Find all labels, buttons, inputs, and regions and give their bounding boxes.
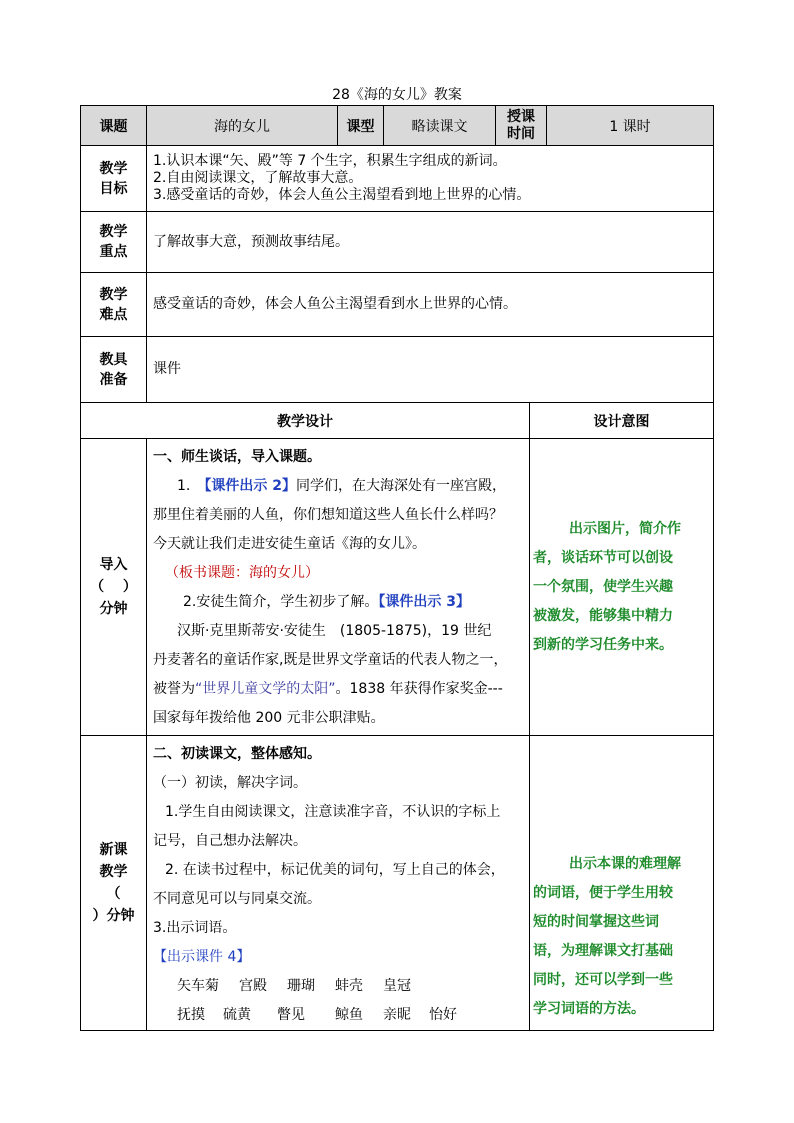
- vocab-word: 蚌壳: [335, 978, 363, 994]
- design-header-row: [81, 403, 714, 439]
- section2-label-line3: （: [106, 886, 121, 902]
- difficulties-label-line2: 难点: [99, 306, 128, 323]
- difficulties-label-line1: 教学: [99, 286, 128, 303]
- bio-text: 。1838 年获得作家奖金---: [335, 681, 503, 697]
- difficulties-row: [81, 273, 714, 337]
- courseware-tag: 【课件出示 2】: [204, 478, 296, 494]
- intent-line: 者，谈话环节可以创设: [533, 549, 673, 566]
- intent-line: 出示图片，简介作: [569, 520, 681, 537]
- lesson-label: 课题: [81, 106, 147, 146]
- word-row-1: [153, 972, 526, 1001]
- goals-content: [147, 146, 714, 212]
- document-title: 28《海的女儿》教案: [332, 87, 462, 103]
- goals-label-line1: 教学: [99, 160, 128, 177]
- para-text: 2.安徒生简介，学生初步了解。: [183, 594, 379, 610]
- section1-para1-line3: 今天就让我们走进安徒生童话《海的女儿》。: [153, 536, 426, 552]
- section1-label-line2: （ ）: [90, 579, 137, 595]
- section1-label-line1: 导入: [99, 557, 128, 573]
- bio-line4: 国家每年拨给他 200 元非公职津贴。: [153, 710, 385, 726]
- bio-quote: “世界儿童文学的太阳”: [195, 681, 336, 697]
- section1-para2: [153, 588, 526, 617]
- difficulties-text: 感受童话的奇妙，体会人鱼公主渴望看到水上世界的心情。: [147, 273, 714, 337]
- intent-line: 一个氛围，使学生兴趣: [533, 578, 673, 595]
- bio-line2: 丹麦著名的童话作家,既是世界文学童话的代表人物之一，: [153, 652, 508, 668]
- intent-line: 的词语，便于学生用较: [533, 885, 673, 901]
- time-label-line2: 时间: [507, 125, 535, 142]
- board-note: （板书课题：海的女儿）: [165, 565, 319, 581]
- step1-line2: 记号，自己想办法解决。: [153, 833, 307, 849]
- difficulties-label: [81, 273, 147, 337]
- key-points-row: [81, 212, 714, 273]
- section1-para1: [153, 472, 526, 501]
- design-header: 教学设计: [81, 403, 530, 439]
- tools-label-line1: 教具: [99, 351, 128, 368]
- lesson-plan-table: [80, 105, 714, 1031]
- section2-label-line1: 新课: [99, 842, 128, 858]
- intent-line: 同时，还可以学到一些: [533, 972, 673, 988]
- lesson-title: 海的女儿: [147, 106, 338, 146]
- vocab-word: 矢车菊: [177, 978, 219, 994]
- goal-item: 2.自由阅读课文，了解故事大意。: [153, 170, 363, 186]
- bio-text: 被誉为: [153, 681, 195, 697]
- vocab-word: 宫殿: [239, 978, 267, 994]
- step2-line2: 不同意见可以与同桌交流。: [153, 891, 321, 907]
- tools-label: [81, 337, 147, 403]
- section1-label: [81, 439, 147, 736]
- vocab-word: 抚摸: [177, 1007, 205, 1023]
- vocab-word: 珊瑚: [287, 978, 315, 994]
- goal-item: 3.感受童话的奇妙，体会人鱼公主渴望看到地上世界的心情。: [153, 187, 531, 203]
- step1-line1: 1.学生自由阅读课文，注意读准字音，不认识的字标上: [165, 804, 501, 820]
- goals-row: [81, 146, 714, 212]
- bio-line3: [153, 675, 526, 704]
- section2-intent: [530, 736, 714, 1031]
- vocab-word: 怡好: [429, 1007, 457, 1023]
- section1-heading: 一、师生谈话，导入课题。: [153, 449, 321, 465]
- courseware-tag: 【课件出示 3】: [378, 594, 470, 610]
- intent-line: 学习词语的方法。: [533, 1001, 645, 1017]
- section1-intent: [530, 439, 714, 736]
- type-label: 课型: [338, 106, 384, 146]
- para-text: 同学们，在大海深处有一座宫殿，: [295, 478, 506, 494]
- section2-subheading: （一）初读，解决字词。: [153, 775, 307, 791]
- section2-heading: 二、初读课文，整体感知。: [153, 746, 321, 762]
- goals-label-line2: 目标: [99, 180, 128, 197]
- section2-content: [147, 736, 530, 1031]
- vocab-word: 皇冠: [383, 978, 411, 994]
- vocab-word: 瞥见: [277, 1007, 305, 1023]
- para-number: 1.: [177, 478, 205, 494]
- type-value: 略读课文: [384, 106, 496, 146]
- intent-line: 短的时间掌握这些词: [533, 914, 659, 930]
- tools-row: [81, 337, 714, 403]
- header-row: [81, 106, 714, 146]
- step3: 3.出示词语。: [153, 920, 237, 936]
- key-points-label: [81, 212, 147, 273]
- courseware-tag: 【出示课件 4】: [153, 949, 251, 965]
- intent-line: 出示本课的难理解: [569, 856, 681, 872]
- section2-row: [81, 736, 714, 1031]
- time-value: 1 课时: [547, 106, 714, 146]
- tools-label-line2: 准备: [99, 371, 128, 388]
- key-points-text: 了解故事大意，预测故事结尾。: [147, 212, 714, 273]
- section2-label: [81, 736, 147, 1031]
- step2-line1: 2. 在读书过程中，标记优美的词句，写上自己的体会，: [165, 862, 505, 878]
- word-row-2: [153, 1001, 526, 1030]
- bio-line1: 汉斯·克里斯蒂安·安徒生 (1805-1875)，19 世纪: [177, 623, 492, 639]
- intent-line: 被激发，能够集中精力: [533, 607, 673, 624]
- time-label-line1: 授课: [507, 108, 535, 125]
- section1-content: [147, 439, 530, 736]
- vocab-word: 鲸鱼: [335, 1007, 363, 1023]
- vocab-word: 硫黄: [223, 1007, 251, 1023]
- key-points-label-line2: 重点: [99, 244, 128, 260]
- intent-line: 语，为理解课文打基础: [533, 943, 673, 959]
- section2-label-line4: ）分钟: [92, 908, 135, 924]
- section2-label-line2: 教学: [99, 864, 128, 880]
- vocab-word: 亲昵: [383, 1007, 411, 1023]
- time-label: [496, 106, 547, 146]
- intent-header: 设计意图: [530, 403, 714, 439]
- key-points-label-line1: 教学: [99, 224, 128, 240]
- intent-line: 到新的学习任务中来。: [533, 636, 673, 653]
- goal-item: 1.认识本课“矢、殿”等 7 个生字，积累生字组成的新词。: [153, 153, 507, 169]
- section1-row: [81, 439, 714, 736]
- goals-label: [81, 146, 147, 212]
- tools-text: 课件: [147, 337, 714, 403]
- section1-label-line3: 分钟: [99, 601, 128, 617]
- section1-para1-line2: 那里住着美丽的人鱼，你们想知道这些人鱼长什么样吗？: [153, 507, 503, 523]
